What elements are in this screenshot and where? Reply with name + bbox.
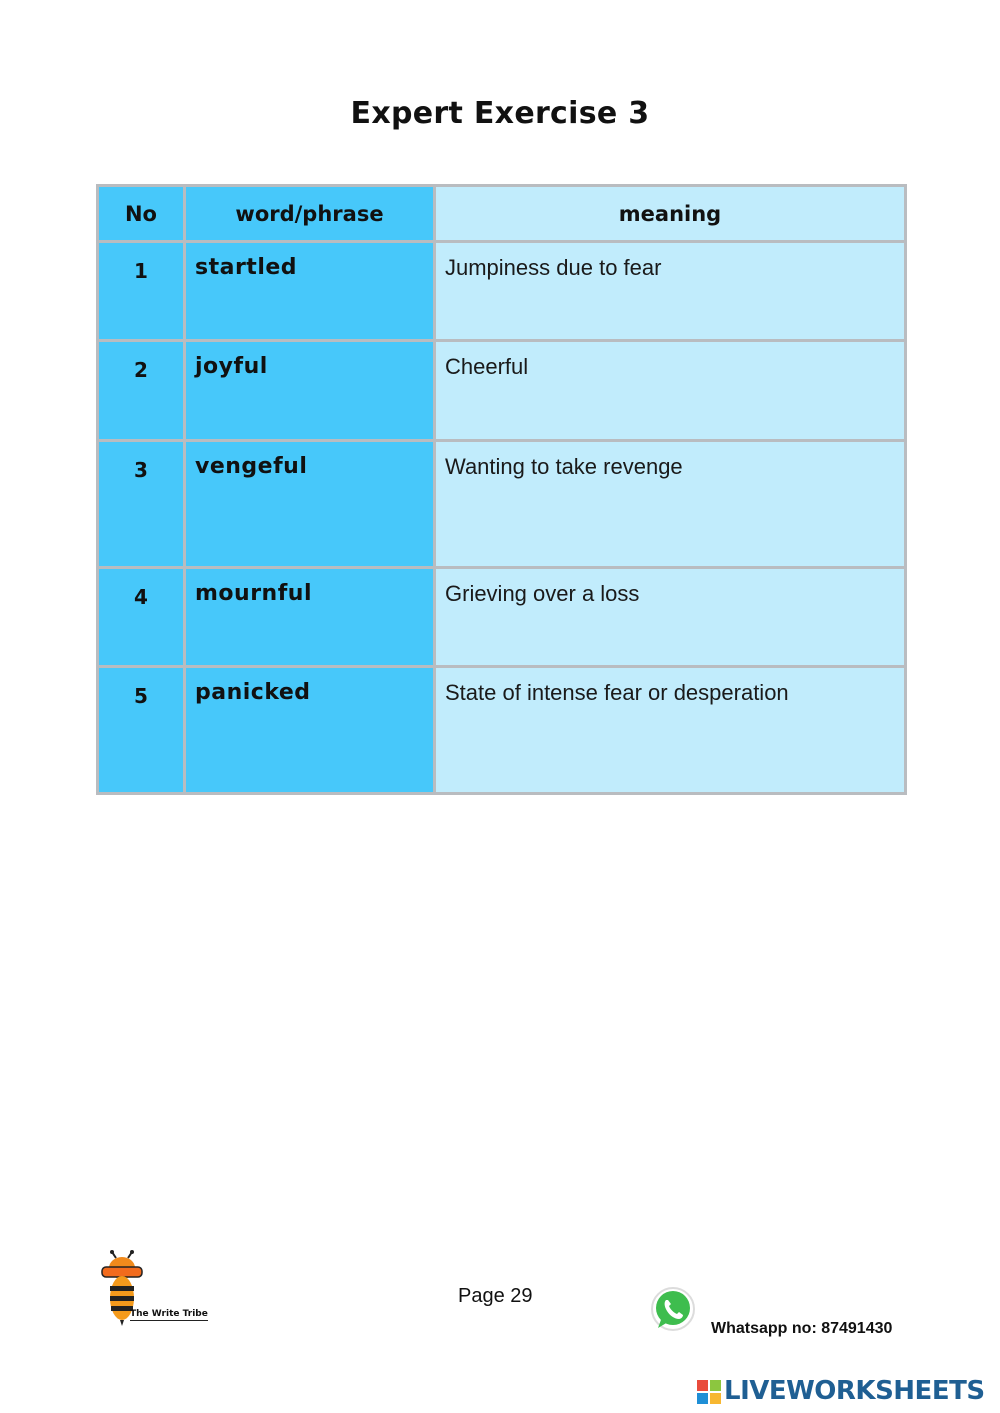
row-word: vengeful bbox=[185, 441, 435, 568]
table-row bbox=[98, 242, 906, 341]
row-number: 4 bbox=[98, 568, 185, 667]
page-title: Expert Exercise 3 bbox=[350, 96, 650, 131]
table-header-row bbox=[98, 186, 906, 242]
table-row bbox=[98, 568, 906, 667]
header-no: No bbox=[98, 186, 185, 242]
row-number: 3 bbox=[98, 441, 185, 568]
row-meaning: State of intense fear or desperation bbox=[435, 667, 906, 794]
vocabulary-table bbox=[96, 184, 907, 795]
row-meaning: Cheerful bbox=[435, 341, 906, 441]
liveworksheets-watermark bbox=[697, 1376, 997, 1410]
page-number: Page 29 bbox=[458, 1285, 533, 1307]
row-number: 1 bbox=[98, 242, 185, 341]
header-word: word/phrase bbox=[185, 186, 435, 242]
row-word: joyful bbox=[185, 341, 435, 441]
table-row bbox=[98, 667, 906, 794]
liveworksheets-text: LIVEWORKSHEETS bbox=[724, 1376, 985, 1406]
row-meaning: Jumpiness due to fear bbox=[435, 242, 906, 341]
table-row bbox=[98, 341, 906, 441]
header-meaning: meaning bbox=[435, 186, 906, 242]
row-word: panicked bbox=[185, 667, 435, 794]
row-meaning: Grieving over a loss bbox=[435, 568, 906, 667]
row-number: 2 bbox=[98, 341, 185, 441]
row-word: startled bbox=[185, 242, 435, 341]
row-number: 5 bbox=[98, 667, 185, 794]
table-row bbox=[98, 441, 906, 568]
whatsapp-icon bbox=[648, 1284, 698, 1334]
row-meaning: Wanting to take revenge bbox=[435, 441, 906, 568]
whatsapp-number: Whatsapp no: 87491430 bbox=[711, 1320, 893, 1337]
logo-text: The Write Tribe bbox=[130, 1309, 208, 1319]
liveworksheets-logo-icon bbox=[697, 1380, 721, 1404]
row-word: mournful bbox=[185, 568, 435, 667]
